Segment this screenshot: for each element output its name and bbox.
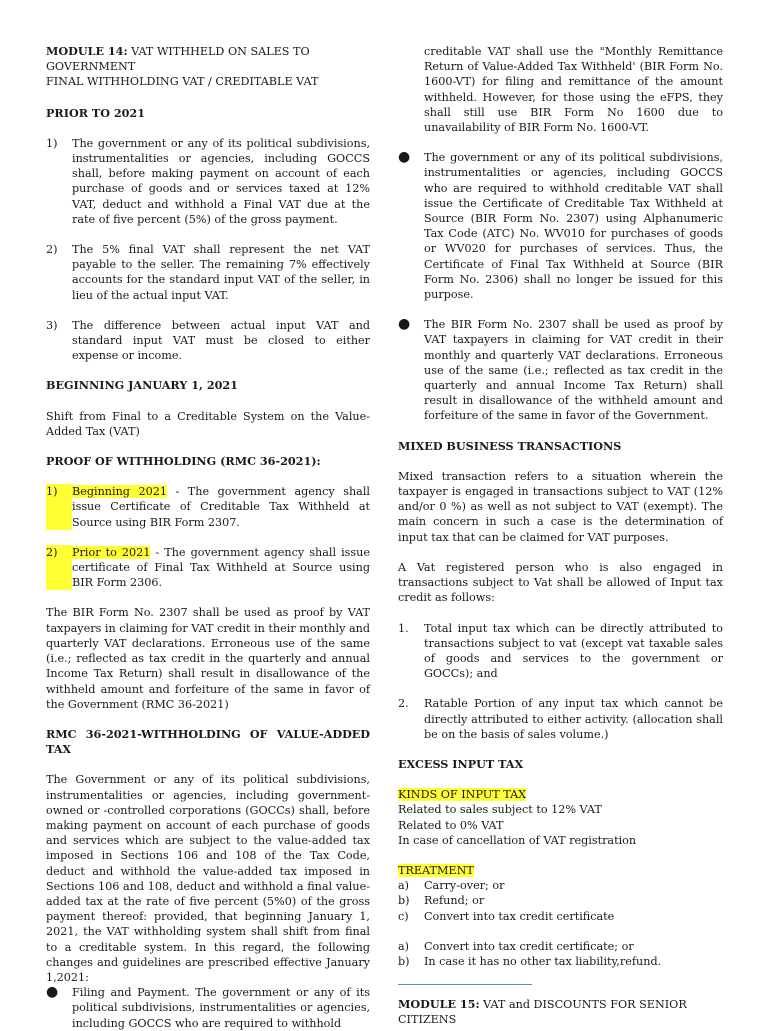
kinds-line: Related to sales subject to 12% VAT [398,803,602,817]
list-item: 3) The difference between actual input VAT and standard input VAT must be closed to either expense or income. [46,318,370,363]
mixed-paragraph-1: Mixed transaction refers to a situation wherein the taxpayer is engaged in transactions subject to VAT (12% and/or 0 %) as well as not subject to VAT (exempt). The main concern in such a case is the determination of input tax that can be claimed for VAT purposes. [398,469,723,544]
list-item: 1. Total input tax which can be directly attributed to transactions subject to vat (except vat taxable sales of goods and services to the government or GOCCs); and [398,621,723,681]
prior-heading: PRIOR TO 2021 [46,105,145,120]
highlight: Beginning 2021 [72,485,167,499]
prior-list [46,136,370,364]
left-column [46,44,370,1031]
proof-paragraph: The BIR Form No. 2307 shall be used as proof by VAT taxpayers in claiming for VAT credit in their monthly and quarterly VAT declarations. Erroneous use of the same (i.e.; reflected as tax credit in the quarterly and annual Income Tax Return) shall result in disallowance of the withheld amount and forfeiture of the same in favor of the Government (RMC 36-2021) [46,606,370,711]
excess-heading: EXCESS INPUT TAX [398,756,524,771]
list-item: 1) Beginning 2021 - The government agency shall issue Certificate of Creditable Tax Withheld at Source using BIR Form 2307. [46,485,371,529]
list-item: c) Convert into tax credit certificate [398,909,615,923]
list-item: ● The government or any of its political subdivisions, instrumentalities or agencies, including GOCCS who are required to withhold creditable VAT shall issue the Certificate of Creditable Tax Withheld at Source (BIR Form No. 2307) using Alphanumeric Tax Code (ATC) No. WV010 for purchases of goods or WV020 for purchases of services. Thus, the Certificate of Final Tax Withheld at Source (BIR Form No. 2306) shall no longer be issued for this purpose. [398,149,723,302]
divider-line [398,984,532,985]
list-item: b) Refund; or [398,894,485,908]
bullet-icon: ● [398,316,411,333]
module-14-title: MODULE 14: VAT WITHHELD ON SALES TO GOVERNMENT FINAL WITHHOLDING VAT / CREDITABLE VAT [46,44,319,89]
list-item-continued: creditable VAT shall use the "Monthly Remittance Return of Value-Added Tax Withheld' (BIR Form No. 1600-VT) for filing and remittance of the amount withheld. However, for those using the eFPS, they shall still use BIR Form No 1600 due to unavailability of BIR Form No. 1600-VT. [424,45,723,135]
kinds-line: Related to 0% VAT [398,818,504,832]
kinds-heading: KINDS OF INPUT TAX [398,788,527,802]
treatment-heading: TREATMENT [398,863,474,877]
bullet-icon: ● [46,984,59,1001]
list-item: ● The BIR Form No. 2307 shall be used as proof by VAT taxpayers in claiming for VAT credit in their monthly and quarterly VAT declarations. Erroneous use of the same (i.e.; reflected as tax credit in the quarterly and annual Income Tax Return) shall result in disallowance of the withheld amount and forfeiture of the same in favor of the Government. [398,316,723,423]
mixed-list [398,621,723,742]
list-item: 2) Prior to 2021 - The government agency shall issue certificate of Final Tax Withheld at Source using BIR Form 2306. [46,545,370,590]
bullet-icon: ● [398,149,411,166]
proof-list [46,484,370,590]
mixed-paragraph-2: A Vat registered person who is also engaged in transactions subject to Vat shall be allowed of Input tax credit as follows: [398,560,723,605]
rmc-heading: RMC 36-2021-WITHHOLDING OF VALUE-ADDED TAX [46,726,370,757]
list-item: 2) The 5% final VAT shall represent the net VAT payable to the seller. The remaining 7% effectively accounts for the standard input VAT of the seller, in lieu of the actual input VAT. [46,243,370,302]
beginning-heading: BEGINNING JANUARY 1, 2021 [46,378,238,393]
mixed-heading: MIXED BUSINESS TRANSACTIONS [398,438,622,453]
module-14-label: MODULE 14: [46,44,128,58]
list-item: ● Filing and Payment. The government or any of its political subdivisions, instrumentalities or agencies, including GOCCS who are required to withhold [46,984,370,1030]
kinds-line: In case of cancellation of VAT registration [398,833,637,847]
list-item: b) In case it has no other tax liability,refund. [398,954,662,968]
list-item: 2. Ratable Portion of any input tax which cannot be directly attributed to either activity. (allocation shall be on the basis of sales volume.) [398,697,723,741]
module-15-title: MODULE 15: VAT and DISCOUNTS FOR SENIOR CITIZENS [398,997,687,1027]
right-column [398,44,723,1028]
beginning-text: Shift from Final to a Creditable System on the Value-Added Tax (VAT) [46,409,370,438]
proof-heading: PROOF OF WITHHOLDING (RMC 36-2021): [46,454,321,469]
module-15-label: MODULE 15: [398,997,480,1012]
highlight: Prior to 2021 [72,545,151,559]
list-item: a) Carry-over; or [398,879,505,893]
rmc-paragraph: The Government or any of its political subdivisions, instrumentalities or agencies, including government-owned or -controlled corporations (GOCCs) shall, before making payment on account of each purchase of goods and services which are subject to the value-added tax imposed in Sections 106 and 108 of the Tax Code, deduct and withhold the value-added tax imposed in Sections 106 and 108, deduct and withhold a final value-added tax at the rate of five percent (5%0) of the gross payment thereof: provided, that beginning January 1, 2021, the VAT withholding system shall shift from final to a creditable system. In this regard, the following changes and guidelines are prescribed effective January 1,2021: [46,773,370,984]
list-item: a) Convert into tax credit certificate; or [398,939,634,953]
list-item: 1) The government or any of its political subdivisions, instrumentalities or agencies, including GOCCS shall, before making payment on account of each purchase of goods and or services taxed at 12% VAT, deduct and withhold a Final VAT due at the rate of five percent (5%) of the gross payment. [46,136,370,226]
